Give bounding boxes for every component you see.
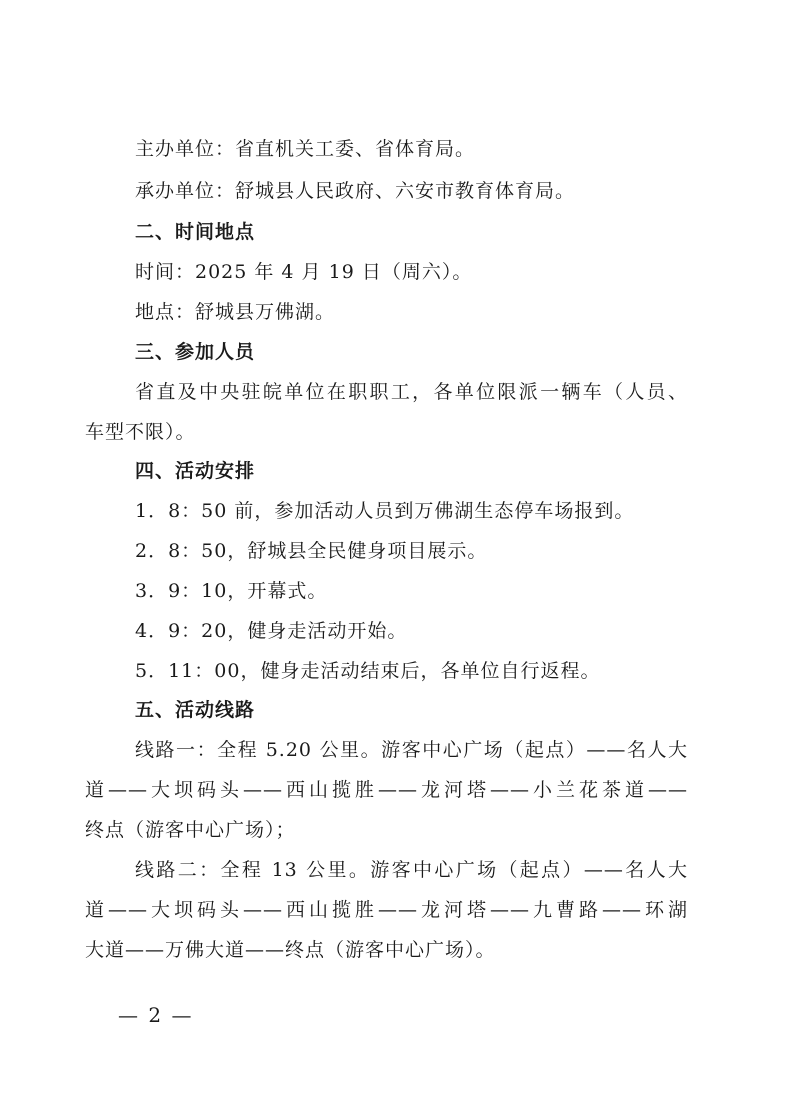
- route2-line2: 道——大坝码头——西山揽胜——龙河塔——九曹路——环湖: [85, 899, 688, 921]
- section-heading-time-place: 二、时间地点: [135, 221, 256, 243]
- place-line: 地点：舒城县万佛湖。: [135, 301, 336, 323]
- time-line: 时间：2025 年 4 月 19 日（周六）。: [135, 261, 473, 283]
- participants-paragraph-line1: 省直及中央驻皖单位在职职工，各单位限派一辆车（人员、: [135, 381, 688, 403]
- page-number: — 2 —: [118, 1003, 194, 1027]
- section-heading-participants: 三、参加人员: [135, 341, 256, 363]
- section-heading-schedule: 四、活动安排: [135, 460, 256, 482]
- schedule-item-4: 4．9：20，健身走活动开始。: [135, 620, 408, 642]
- route2-line1: 线路二：全程 13 公里。游客中心广场（起点）——名人大: [135, 859, 688, 881]
- participants-paragraph-line2: 车型不限）。: [85, 421, 196, 443]
- schedule-item-3: 3．9：10，开幕式。: [135, 580, 328, 602]
- co-organizer-line: 承办单位：舒城县人民政府、六安市教育体育局。: [135, 180, 576, 202]
- schedule-item-2: 2．8：50，舒城县全民健身项目展示。: [135, 540, 488, 562]
- route1-line3: 终点（游客中心广场）；: [85, 819, 296, 841]
- route1-line1: 线路一：全程 5.20 公里。游客中心广场（起点）——名人大: [135, 739, 688, 761]
- route1-line2: 道——大坝码头——西山揽胜——龙河塔——小兰花茶道——: [85, 779, 688, 801]
- schedule-item-1: 1．8：50 前，参加活动人员到万佛湖生态停车场报到。: [135, 500, 635, 522]
- organizer-line: 主办单位：省直机关工委、省体育局。: [135, 138, 476, 160]
- schedule-item-5: 5．11：00，健身走活动结束后，各单位自行返程。: [135, 660, 601, 682]
- route2-line3: 大道——万佛大道——终点（游客中心广场）。: [85, 939, 496, 961]
- section-heading-routes: 五、活动线路: [135, 699, 256, 721]
